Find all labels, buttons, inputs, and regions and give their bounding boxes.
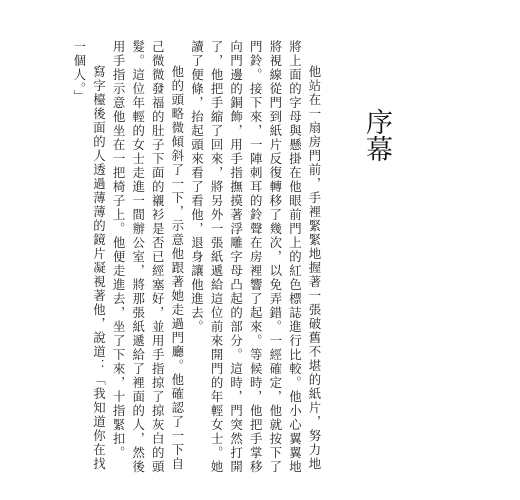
paragraph-1: 他站在一扇房門前，手裡緊緊地握著一張破舊不堪的紙片，努力地將上面的字母與懸掛在他眼前門上的紅色標誌進行比較。他小心翼翼地將視線從門到紙片反復轉移了幾次，以免弄錯。一經確定，他就按下了門鈴。接下來，一陣刺耳的鈴聲在房裡響了起來。等候時，他把手掌移向門邊的銅飾，用手指撫摸著浮雕字母凸起的部分。這時，門突然打開了，他把手縮了回來，將另外一張紙遞給這位前來開門的年輕女士。她讀了便條，抬起頭來看了看他，退身讓他進去。 [189, 40, 322, 474]
paragraph-3: 寫字檯後面的人透過薄薄的鏡片凝視著他，說道：「我知道你在找一個人。」 [71, 40, 107, 471]
chapter-body [71, 40, 324, 480]
chapter-title: 序幕 [361, 108, 392, 162]
paragraph-2: 他的頭略微傾斜了一下，示意他跟著她走過門廳。他確認了一下自己微微發福的肚子下面的襯衫是否已經塞好，並用手指掠了掠灰白的頭髮。這位年輕的女士走進一間辦公室，將那張紙遞給了裡面的人，然後用手指示意他坐在一把椅子上。他便走進去，坐了下來，十指緊扣。 [111, 40, 185, 474]
